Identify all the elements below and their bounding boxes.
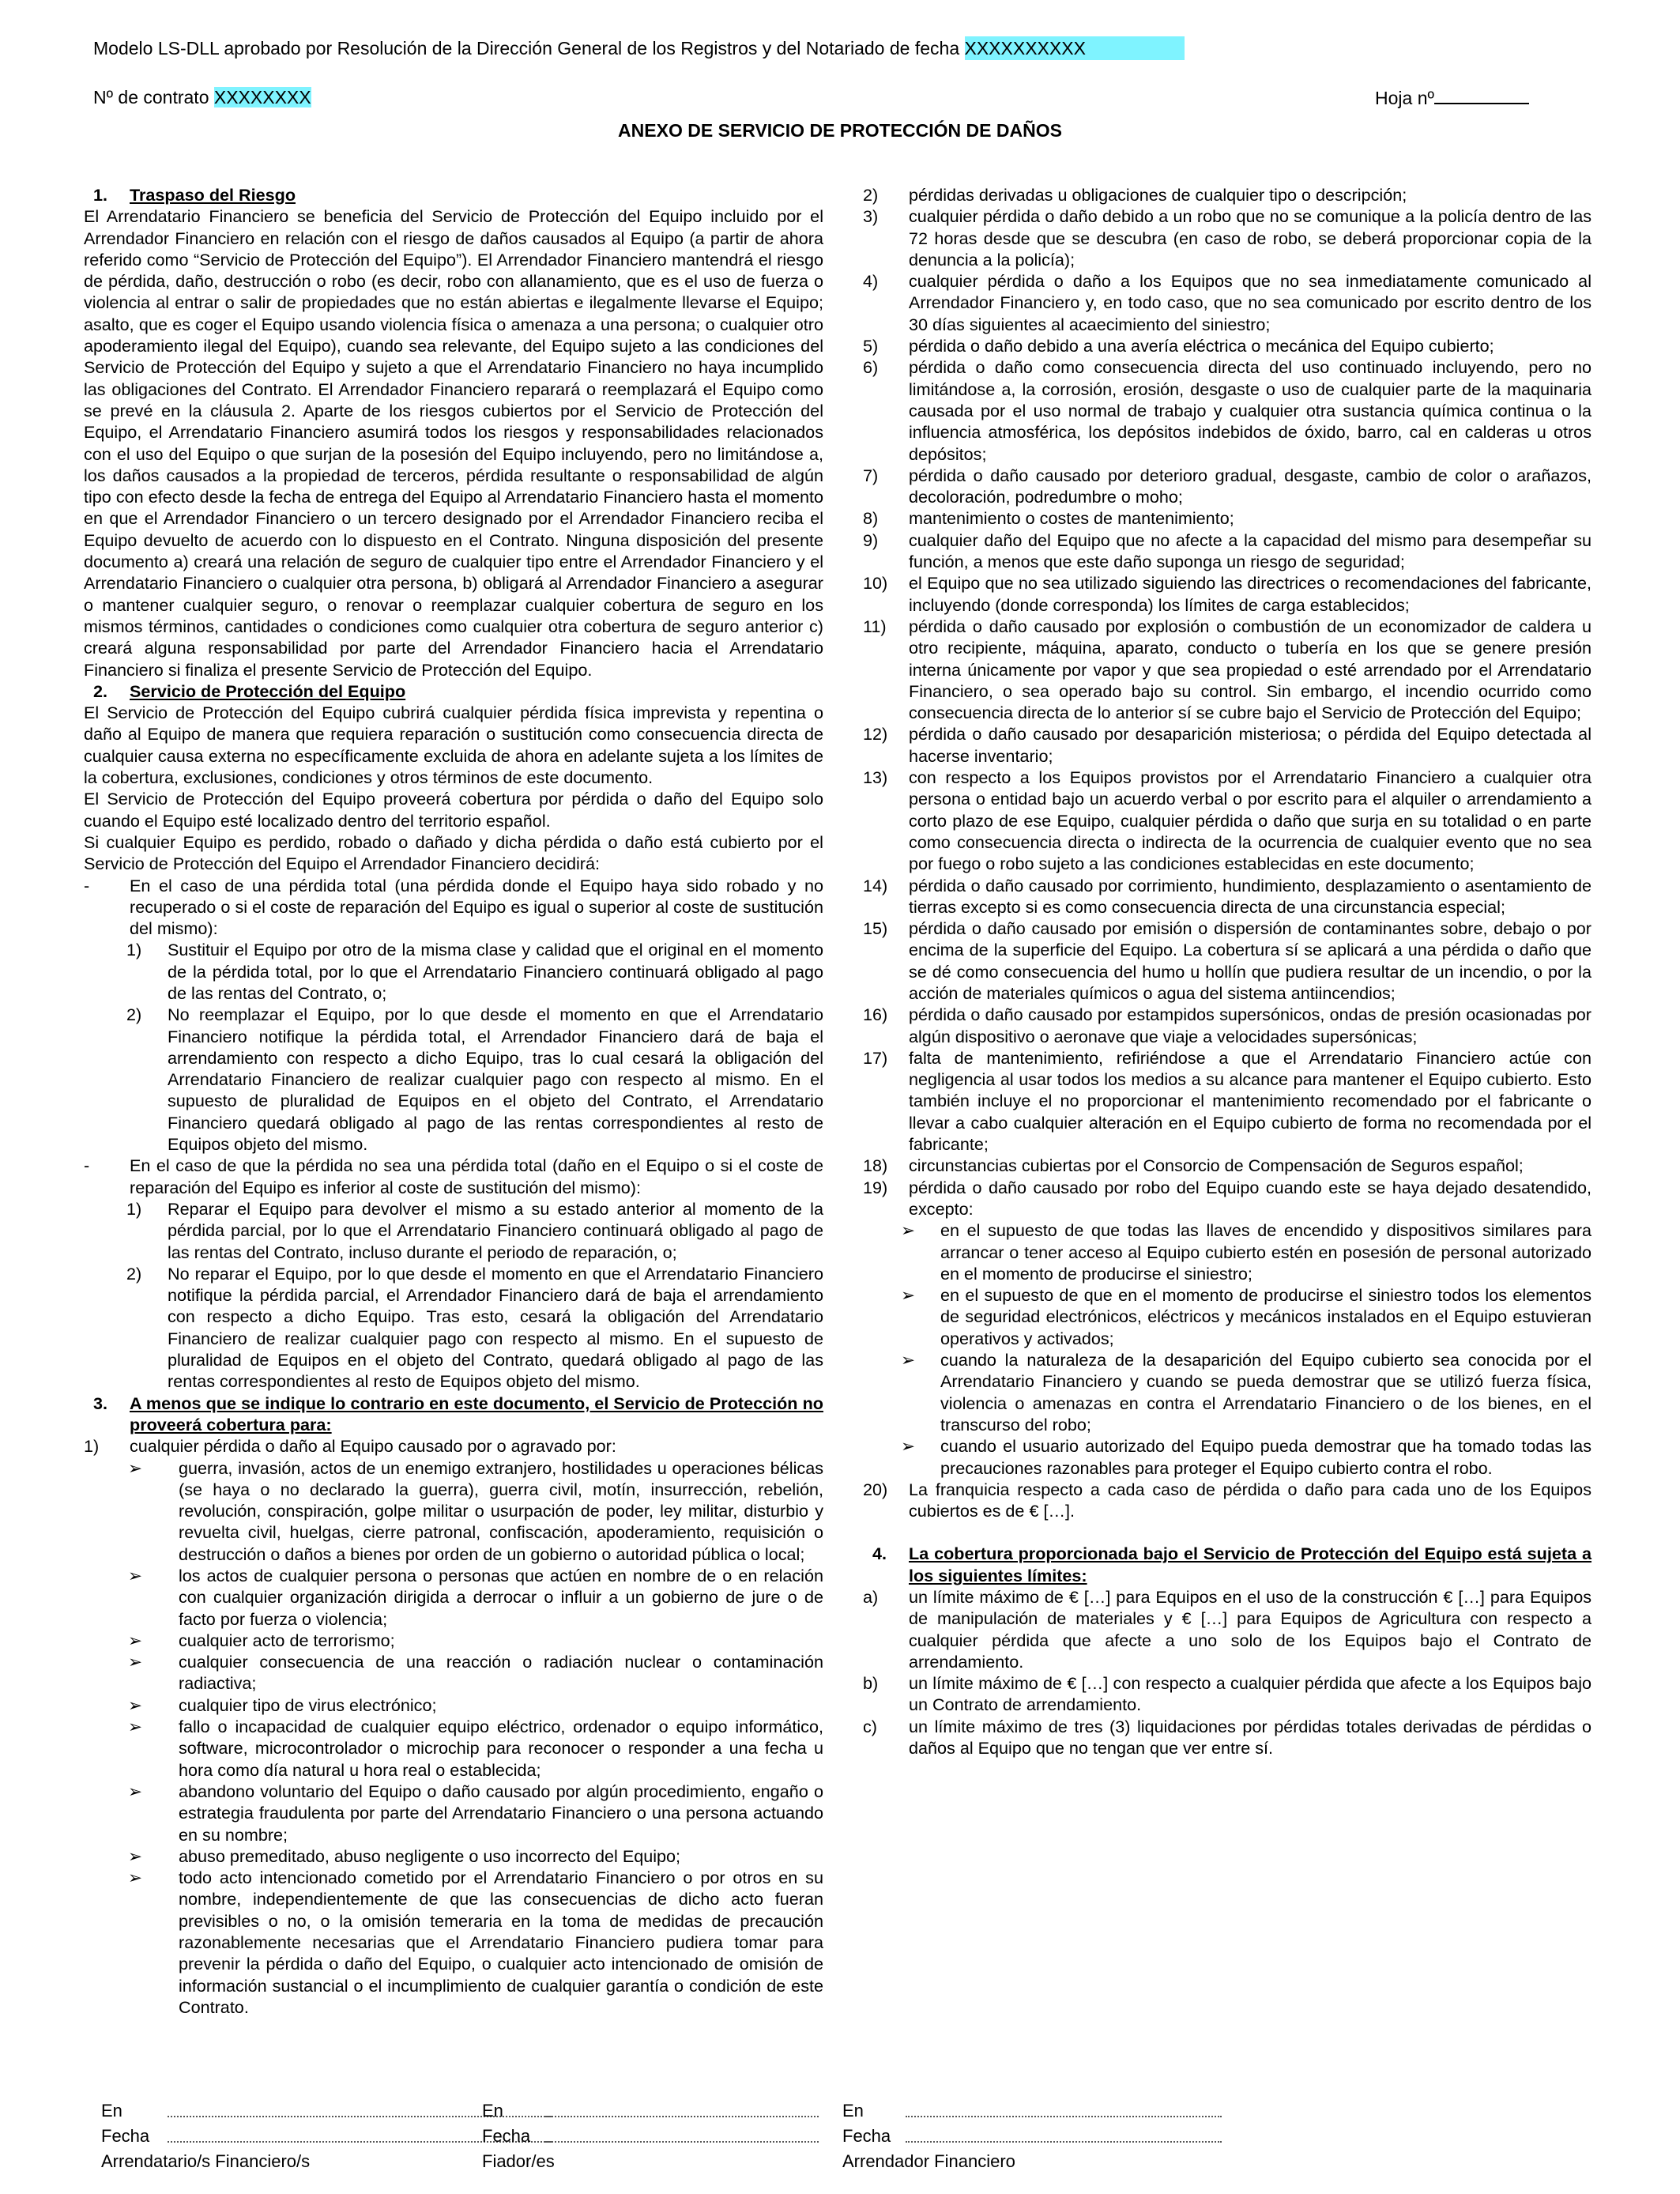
item-number: 1) xyxy=(84,1436,100,1457)
section-1-heading xyxy=(84,184,823,205)
date-row xyxy=(101,2124,465,2149)
sheet-label: Hoja nº xyxy=(1375,88,1434,108)
exception-text: cuando el usuario autorizado del Equipo pueda demostrar que ha tomado todas las precauciones razonables para proteger el Equipo cubierto contra el robo. xyxy=(940,1436,1591,1478)
date-line[interactable] xyxy=(545,2141,819,2143)
total-loss-text: En el caso de una pérdida total (una pérdida donde el Equipo haya sido robado y no recuperado o si el coste de reparación del Equipo es igual o superior al coste de sustitución del mismo): xyxy=(130,875,823,939)
item-number: 2) xyxy=(863,185,879,205)
theft-exception xyxy=(863,1435,1591,1479)
option-text: Sustituir el Equipo por otro de la misma clase y calidad que el original en el momento de la pérdida total, por lo que el Arrendatario Financiero continuará obligado al pago de las rentas del Contrato, o; xyxy=(168,940,823,1003)
place-label: En xyxy=(842,2101,864,2120)
item-text: un límite máximo de € […] con respecto a cualquier pérdida que afecte a los Equipos bajo un Contrato de arrendamiento. xyxy=(909,1673,1591,1715)
guarantor-label: Fiador/es xyxy=(482,2151,555,2171)
model-date-placeholder: XXXXXXXXXX xyxy=(965,36,1185,60)
exclusion-item xyxy=(863,1004,1591,1047)
exclusion-bullet xyxy=(84,1651,823,1695)
item-number: 13) xyxy=(863,767,888,788)
theft-exception xyxy=(863,1349,1591,1435)
partial-loss-case xyxy=(84,1155,823,1198)
item-number: 15) xyxy=(863,918,888,939)
date-label: Fecha xyxy=(842,2126,891,2146)
exclusion-item xyxy=(863,572,1591,616)
option-number: 2) xyxy=(126,1263,142,1284)
item-letter: b) xyxy=(863,1673,879,1694)
item-text: un límite máximo de tres (3) liquidaciones por pérdidas totales derivadas de pérdidas o daños al Equipo que no tengan que ver entre sí. xyxy=(909,1716,1591,1759)
section-2-paragraph-3: Si cualquier Equipo es perdido, robado o dañado y dicha pérdida o daño está cubierto por el Servicio de Protección del Equipo el Arrendador Financiero decidirá: xyxy=(84,831,823,874)
item-text: pérdidas derivadas u obligaciones de cualquier tipo o descripción; xyxy=(909,185,1407,205)
exclusion-item xyxy=(863,616,1591,723)
exception-text: en el supuesto de que todas las llaves de encendido y dispositivos similares para arrancar o tener acceso al Equipo cubierto estén en posesión de personal autorizado en el momento de producirse el siniestro; xyxy=(940,1220,1591,1284)
item-number: 16) xyxy=(863,1005,888,1025)
contract-label: Nº de contrato xyxy=(93,87,209,107)
arrow-bullet-icon: ➢ xyxy=(901,1220,916,1241)
exclusion-item xyxy=(863,1177,1591,1220)
exception-text: cuando la naturaleza de la desaparición del Equipo cubierto sea conocida por el Arrendatario Financiero y cuando se pueda demostrar que se utilizó fuerza física, violencia o amenazas en contra el Arrendatario Financiero o de los bienes, en el transcurso del robo; xyxy=(940,1350,1591,1434)
section-2-paragraph-2: El Servicio de Protección del Equipo proveerá cobertura por pérdida o daño del Equipo solo cuando el Equipo esté localizado dentro del territorio español. xyxy=(84,789,823,831)
exclusion-bullet xyxy=(84,1716,823,1781)
limit-item xyxy=(863,1716,1591,1759)
model-header xyxy=(93,36,1185,60)
date-line[interactable] xyxy=(906,2141,1222,2143)
item-number: 10) xyxy=(863,573,888,594)
exclusion-bullet xyxy=(84,1781,823,1845)
exclusion-item xyxy=(863,335,1591,356)
arrow-bullet-icon: ➢ xyxy=(128,1457,143,1478)
place-row xyxy=(842,2098,1237,2124)
option-number: 1) xyxy=(126,1198,142,1219)
exclusion-item xyxy=(863,356,1591,464)
item-number: 17) xyxy=(863,1047,888,1068)
exclusion-item xyxy=(863,723,1591,767)
arrow-bullet-icon: ➢ xyxy=(128,1566,143,1585)
arrow-bullet-icon: ➢ xyxy=(128,1717,143,1737)
item-number: 5) xyxy=(863,336,879,356)
date-label: Fecha xyxy=(101,2126,150,2146)
item-number: 7) xyxy=(863,465,879,485)
option-text: No reemplazar el Equipo, por lo que desde el momento en que el Arrendatario Financiero notifique la pérdida total, el Arrendador Financiero dará de baja el arrendamiento con respecto a dicho Equipo, tras lo cual cesará la obligación del Arrendatario Financiero de realizar cualquier pago con respecto al mismo. En el supuesto de pluralidad de Equipos en el objeto del Contrato, el Arrendatario Financiero quedará obligado al pago de las rentas correspondientes al resto de Equipos objeto del mismo. xyxy=(168,1005,823,1155)
bullet-text: cualquier tipo de virus electrónico; xyxy=(179,1695,437,1715)
exclusion-item xyxy=(863,270,1591,335)
item-text: pérdida o daño causado por emisión o dispersión de contaminantes sobre, debajo o por encima de la superficie del Equipo. La cobertura sí se aplicará a una pérdida o daño que se dé como consecuencia del humo u hollín que pudiera resultar de un incendio, o por la acción de materiales químicos o agua del sistema antiincendios; xyxy=(909,918,1591,1003)
arrow-bullet-icon: ➢ xyxy=(128,1695,143,1715)
sheet-number-line xyxy=(1434,85,1529,104)
partial-loss-text: En el caso de que la pérdida no sea una pérdida total (daño en el Equipo o si el coste de reparación del Equipo es inferior al coste de sustitución del mismo): xyxy=(130,1155,823,1197)
bullet-text: los actos de cualquier persona o personas que actúen en nombre de o en relación con cualquier organización dirigida a derrocar o influir a un gobierno de jure o de facto por fuerza o violencia; xyxy=(179,1566,823,1629)
item-number: 11) xyxy=(863,616,887,636)
signer-row xyxy=(842,2149,1237,2174)
date-row xyxy=(482,2124,830,2149)
item-text: pérdida o daño causado por explosión o combustión de un economizador de caldera u otro recipiente, máquina, aparato, conducto o tubería en los que se genere presión interna únicamente por vapor y que sea propiedad o esté arrendado por el Arrendatario Financiero, o sea operado bajo su control. Sin embargo, el incendio ocurrido como consecuencia directa de lo anterior sí se cubre bajo el Servicio de Protección del Equipo; xyxy=(909,616,1591,723)
item-text: el Equipo que no sea utilizado siguiendo las directrices o recomendaciones del fabricante, incluyendo (donde corresponda) los límites de carga establecidos; xyxy=(909,573,1591,615)
option-number: 1) xyxy=(126,940,142,960)
item-text: cualquier pérdida o daño debido a un robo que no se comunique a la policía dentro de las 72 horas desde que se descubra (en caso de robo, se deberá proporcionar copia de la denuncia a la policía); xyxy=(909,206,1591,270)
total-loss-option-2 xyxy=(84,1004,823,1155)
item-number: 12) xyxy=(863,724,888,745)
item-text: La franquicia respecto a cada caso de pérdida o daño para cada uno de los Equipos cubiertos es de € […]. xyxy=(909,1479,1591,1521)
option-text: No reparar el Equipo, por lo que desde el momento en que el Arrendatario Financiero notifique la pérdida parcial, el Arrendador Financiero dará de baja el arrendamiento con respecto a dicho Equipo. Tras esto, cesará la obligación del Arrendatario Financiero de realizar cualquier pago con respecto al mismo. En el supuesto de pluralidad de Equipos en el objeto del Contrato, quedará obligado al pago de las rentas correspondientes al resto de Equipos objeto del mismo. xyxy=(168,1263,823,1392)
item-text: pérdida o daño causado por corrimiento, hundimiento, desplazamiento o asentamiento de tierras excepto si es como consecuencia directa de una circunstancia especial; xyxy=(909,875,1591,917)
contract-number: XXXXXXXX xyxy=(213,87,311,107)
arrow-bullet-icon: ➢ xyxy=(128,1652,143,1672)
total-loss-case xyxy=(84,875,823,940)
partial-loss-option-2 xyxy=(84,1263,823,1393)
partial-loss-option-1 xyxy=(84,1198,823,1263)
item-text: pérdida o daño causado por deterioro gradual, desgaste, cambio de color o arañazos, decoloración, podredumbre o moho; xyxy=(909,465,1591,507)
bullet-text: abandono voluntario del Equipo o daño causado por algún procedimiento, engaño o estrategia fraudulenta por parte del Arrendatario Financiero o una persona actuando en su nombre; xyxy=(179,1781,823,1845)
page-title: ANEXO DE SERVICIO DE PROTECCIÓN DE DAÑOS xyxy=(618,120,1062,141)
section-4-number: 4. xyxy=(872,1544,887,1564)
item-text: con respecto a los Equipos provistos por el Arrendatario Financiero a cualquier otra persona o entidad bajo un acuerdo verbal o por escrito para el alquiler o arrendamiento a corto plazo de ese Equipo, cualquier pérdida o daño que surja en su totalidad o en parte como consecuencia directa o indirecta de la ocurrencia de cualquier evento que no sea por fuego o robo sujeto a las condiciones establecidas en este documento; xyxy=(909,767,1591,874)
arrow-bullet-icon: ➢ xyxy=(128,1868,143,1888)
exclusion-bullet xyxy=(84,1457,823,1565)
section-3-title: A menos que se indique lo contrario en este documento, el Servicio de Protección no proveerá cobertura para: xyxy=(130,1393,823,1434)
dash-marker: - xyxy=(84,875,90,895)
place-row xyxy=(482,2098,830,2124)
dash-marker: - xyxy=(84,1155,90,1176)
section-3-heading xyxy=(84,1393,823,1436)
item-text: cualquier pérdida o daño a los Equipos que no sea inmediatamente comunicado al Arrendador Financiero y, en todo caso, que no sea comunicado por escrito dentro de los 30 días siguientes al acaecimiento del siniestro; xyxy=(909,271,1591,334)
sheet-number-row xyxy=(1375,85,1529,110)
exclusion-item-1 xyxy=(84,1435,823,1457)
section-4-title: La cobertura proporcionada bajo el Servicio de Protección del Equipo está sujeta a los siguientes límites: xyxy=(909,1544,1591,1585)
theft-exception xyxy=(863,1284,1591,1349)
section-1-number: 1. xyxy=(93,185,108,205)
exclusion-item xyxy=(863,507,1591,529)
contract-number-row xyxy=(93,85,311,109)
exclusion-item xyxy=(863,465,1591,508)
item-text: un límite máximo de € […] para Equipos en el uso de la construcción € […] para Equipos de manipulación de materiales y € […] para Equipos de Agricultura con respecto a cualquier pérdida que afecte a uno solo de los Equipos bajo el Contrato de arrendamiento. xyxy=(909,1587,1591,1672)
item-text: pérdida o daño como consecuencia directa del uso continuado incluyendo, pero no limitándose a, la corrosión, erosión, desgaste o uso de cualquier parte de la maquinaria causada por el uso normal de trabajo y cualquier otra sustancia química continua o la influencia atmosférica, los depósitos indebidos de óxido, barro, cal en calderas u otros depósitos; xyxy=(909,357,1591,464)
theft-exception xyxy=(863,1220,1591,1284)
lessee-label: Arrendatario/s Financiero/s xyxy=(101,2151,311,2171)
item-number: 19) xyxy=(863,1177,888,1197)
limit-item xyxy=(863,1586,1591,1672)
item-number: 8) xyxy=(863,508,879,529)
arrow-bullet-icon: ➢ xyxy=(128,1630,143,1650)
arrow-bullet-icon: ➢ xyxy=(128,1781,143,1801)
item-text: mantenimiento o costes de mantenimiento; xyxy=(909,508,1234,529)
exclusion-item-20 xyxy=(863,1479,1591,1522)
exclusion-bullet xyxy=(84,1867,823,2018)
date-row xyxy=(842,2124,1237,2149)
bullet-text: cualquier consecuencia de una reacción o radiación nuclear o contaminación radiactiva; xyxy=(179,1652,823,1694)
item-number: 6) xyxy=(863,357,879,378)
total-loss-option-1 xyxy=(84,939,823,1004)
bullet-text: fallo o incapacidad de cualquier equipo eléctrico, ordenador o equipo informático, software, microcontrolador o microchip para reconocer o responder a una fecha u hora como día natural u hora real o establecida; xyxy=(179,1717,823,1780)
item-number: 14) xyxy=(863,875,888,895)
signature-block-lessor xyxy=(842,2098,1237,2174)
exclusion-item xyxy=(863,184,1591,205)
exclusion-item xyxy=(863,918,1591,1004)
exclusion-item xyxy=(863,1047,1591,1155)
item-text: circunstancias cubiertas por el Consorcio de Compensación de Seguros español; xyxy=(909,1155,1524,1176)
item-letter: c) xyxy=(863,1716,877,1736)
item-text: pérdida o daño debido a una avería eléctrica o mecánica del Equipo cubierto; xyxy=(909,336,1494,356)
arrow-bullet-icon: ➢ xyxy=(128,1845,143,1866)
section-2-title: Servicio de Protección del Equipo xyxy=(130,680,406,701)
bullet-text: guerra, invasión, actos de un enemigo extranjero, hostilidades u operaciones bélicas (se haya o no declarado la guerra), guerra civil, motín, insurrección, rebelión, revolución, conspiración, golpe militar o usurpación de poder, ley militar, disturbio y revuelta civil, huelgas, cierre patronal, confiscación, apoderamiento, requisición o destrucción o daños a bienes por orden de un gobierno o autoridad pública o local; xyxy=(179,1457,823,1564)
signer-row xyxy=(482,2149,830,2174)
date-label: Fecha xyxy=(482,2126,531,2146)
signature-block-guarantor xyxy=(482,2098,830,2174)
section-3-number: 3. xyxy=(93,1393,108,1413)
item-number: 20) xyxy=(863,1479,888,1499)
exclusion-item xyxy=(863,205,1591,270)
item-letter: a) xyxy=(863,1587,879,1607)
section-2-paragraph-1: El Servicio de Protección del Equipo cubrirá cualquier pérdida física imprevista y repentina o daño al Equipo de manera que requiera reparación o sustitución como consecuencia directa de cualquier causa externa no específicamente excluida de ahora en adelante sujeta a los límites de la cobertura, exclusiones, condiciones y otros términos de este documento. xyxy=(84,703,823,788)
place-line[interactable] xyxy=(545,2116,819,2117)
exclusion-bullet xyxy=(84,1845,823,1867)
exception-text: en el supuesto de que en el momento de producirse el siniestro todos los elementos de seguridad electrónicos, eléctricos y mecánicos instalados en el Equipo estuvieran operativos y activados; xyxy=(940,1285,1591,1348)
section-1-title: Traspaso del Riesgo xyxy=(130,185,296,205)
signature-block-lessee xyxy=(101,2098,465,2174)
lessor-label: Arrendador Financiero xyxy=(842,2151,1015,2171)
item-text: pérdida o daño causado por desaparición misteriosa; o pérdida del Equipo detectada al hacerse inventario; xyxy=(909,724,1591,766)
exclusion-bullet xyxy=(84,1695,823,1716)
left-column xyxy=(84,184,823,2018)
place-line[interactable] xyxy=(906,2116,1222,2117)
section-1-body: El Arrendatario Financiero se beneficia del Servicio de Protección del Equipo incluido por el Arrendador Financiero en relación con el riesgo de daños causados al Equipo (a partir de ahora referido como “Servicio de Protección del Equipo”). El Arrendador Financiero mantendrá el riesgo de pérdida, daño, destrucción o robo (es decir, robo con allanamiento, que es el uso de fuerza o violencia al entrar o salir de propiedades que no están abiertas e ilegalmente llevarse el Equipo; asalto, que es coger el Equipo usando violencia física o amenaza a una persona; o cualquier otro apoderamiento ilegal del Equipo), cuando sea relevante, del Equipo sujeto a las condiciones del Servicio de Protección del Equipo y sujeto a que el Arrendatario Financiero no haya incumplido las obligaciones del Contrato. El Arrendador Financiero reparará o reemplazará el Equipo como se prevé en la cláusula 2. Aparte de los riesgos cubiertos por el Servicio de Protección del Equipo, el Arrendatario Financiero asumirá todos los riesgos y responsabilidades relacionados con el uso del Equipo o que surjan de la posesión del Equipo incluyendo, pero no limitándose a, los daños causados a la propiedad de terceros, pérdida resultante o responsabilidad de algún tipo con efecto desde la fecha de entrega del Equipo al Arrendatario Financiero hasta el momento en que el Arrendador Financiero o un tercero designado por el Arrendador Financiero reciba el Equipo devuelto de acuerdo con lo dispuesto en el Contrato. Ninguna disposición del presente documento a) creará una relación de seguro de cualquier tipo entre el Arrendador Financiero y el Arrendatario Financiero o cualquier otra persona, b) obligará al Arrendador Financiero a asegurar o mantener cualquier seguro, o renovar o reemplazar cualquier cobertura de seguro en los mismos términos, cantidades o condiciones como cualquier otra cobertura de seguro anterior c) creará alguna responsabilidad por parte del Arrendador Financiero hacia el Arrendatario Financiero si finaliza el presente Servicio de Protección del Equipo. xyxy=(84,206,823,680)
item-text: cualquier pérdida o daño al Equipo causado por o agravado por: xyxy=(130,1436,616,1457)
item-number: 4) xyxy=(863,271,879,292)
bullet-text: abuso premeditado, abuso negligente o uso incorrecto del Equipo; xyxy=(179,1845,681,1866)
section-2-number: 2. xyxy=(93,680,108,701)
exclusion-item xyxy=(863,530,1591,573)
section-2-heading xyxy=(84,680,823,702)
item-text: falta de mantenimiento, refiriéndose a que el Arrendatario Financiero actúe con negligencia al usar todos los medios a su alcance para mantener el Equipo cubierto. Esto también incluye el no proporcionar el mantenimiento recomendado por el fabricante o llevar a cabo cualquier alteración en el Equipo cubierto de forma no recomendada por el fabricante; xyxy=(909,1047,1591,1155)
item-number: 3) xyxy=(863,206,879,227)
bullet-text: cualquier acto de terrorismo; xyxy=(179,1630,395,1650)
item-number: 9) xyxy=(863,530,879,550)
model-approval-text: Modelo LS-DLL aprobado por Resolución de la Dirección General de los Registros y del Notariado de fecha xyxy=(93,38,960,58)
section-gap xyxy=(863,1521,1591,1543)
limit-item xyxy=(863,1672,1591,1716)
arrow-bullet-icon: ➢ xyxy=(901,1285,916,1306)
bullet-text: todo acto intencionado cometido por el Arrendatario Financiero o por otros en su nombre, independientemente de que las consecuencias de dicho acto fueran previsibles o no, o la omisión temeraria en la toma de medidas de precaución razonablemente necesarias que el Arrendatario Financiero pudiera tomar para prevenir la pérdida o daño del Equipo, o cualquier acto intencionado de omisión de información sustancial o el incumplimiento de cualquier garantía o condición de este Contrato. xyxy=(179,1868,823,2017)
exclusion-bullet xyxy=(84,1630,823,1651)
item-text: pérdida o daño causado por robo del Equipo cuando este se haya dejado desatendido, excepto: xyxy=(909,1177,1591,1219)
place-row xyxy=(101,2098,465,2124)
item-text: cualquier daño del Equipo que no afecte a la capacidad del mismo para desempeñar su función, a menos que este daño suponga un riesgo de seguridad; xyxy=(909,530,1591,572)
item-text: pérdida o daño causado por estampidos supersónicos, ondas de presión ocasionadas por algún dispositivo o aeronave que viaje a velocidades supersónicas; xyxy=(909,1005,1591,1046)
arrow-bullet-icon: ➢ xyxy=(901,1436,916,1457)
place-label: En xyxy=(482,2101,503,2120)
arrow-bullet-icon: ➢ xyxy=(901,1350,916,1370)
exclusion-item xyxy=(863,1155,1591,1176)
right-column xyxy=(863,184,1591,1759)
place-label: En xyxy=(101,2101,122,2120)
option-text: Reparar el Equipo para devolver el mismo a su estado anterior al momento de la pérdida parcial, por lo que el Arrendatario Financiero continuará obligado al pago de las rentas del Contrato, incluso durante el periodo de reparación, o; xyxy=(168,1198,823,1262)
section-4-heading xyxy=(863,1543,1591,1586)
exclusion-item xyxy=(863,875,1591,918)
item-number: 18) xyxy=(863,1155,888,1176)
signer-row xyxy=(101,2149,465,2174)
exclusion-item xyxy=(863,767,1591,874)
exclusion-bullet xyxy=(84,1565,823,1630)
option-number: 2) xyxy=(126,1005,142,1025)
